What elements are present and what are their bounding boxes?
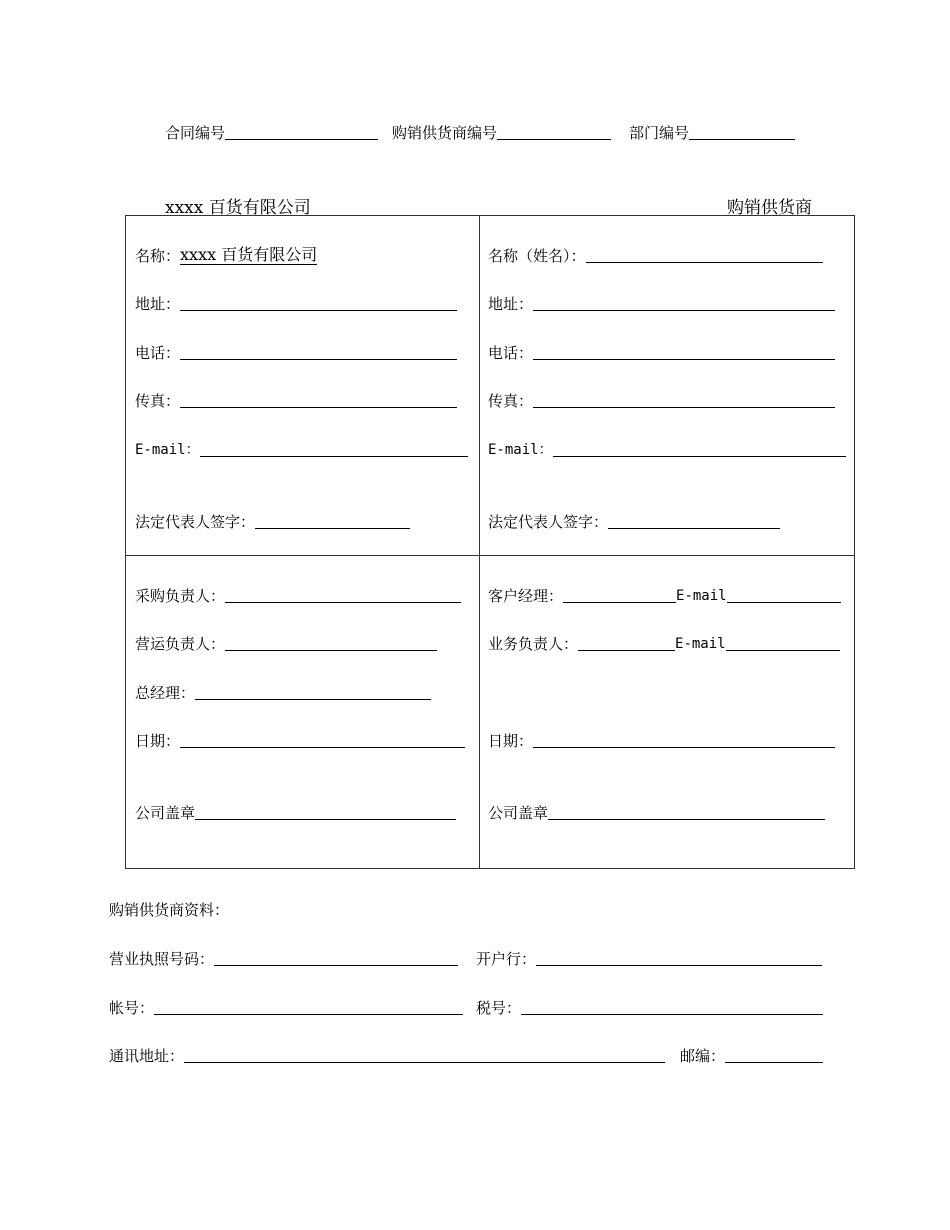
bank-line[interactable] <box>536 948 822 966</box>
mailing-address-line[interactable] <box>184 1045 665 1063</box>
right-email-label: E-mail： <box>488 442 553 458</box>
left-email-line[interactable] <box>200 439 468 457</box>
right-address-field[interactable] <box>488 291 835 313</box>
party-a-title: xxxx 百货有限公司 <box>165 198 311 218</box>
business-manager-email-line[interactable] <box>726 633 840 651</box>
supplier-number-field[interactable] <box>392 120 611 142</box>
department-number-label: 部门编号 <box>629 124 690 142</box>
right-phone-field[interactable] <box>488 340 835 362</box>
tax-number-label: 税号： <box>476 999 522 1017</box>
contract-number-field[interactable] <box>165 120 378 142</box>
supplier-number-line[interactable] <box>497 122 611 140</box>
tax-number-field[interactable] <box>476 995 823 1017</box>
left-phone-field[interactable] <box>135 340 457 362</box>
purchase-manager-field[interactable] <box>135 583 461 605</box>
right-seal-line[interactable] <box>548 802 825 820</box>
right-signature-field[interactable] <box>488 509 780 531</box>
general-manager-field[interactable] <box>135 680 431 702</box>
left-email-field[interactable] <box>135 437 468 459</box>
left-date-field[interactable] <box>135 728 465 750</box>
party-b-title: 购销供货商 <box>727 198 812 218</box>
business-manager-email-label: E-mail <box>675 636 726 652</box>
postcode-line[interactable] <box>725 1045 823 1063</box>
department-number-line[interactable] <box>689 122 795 140</box>
contract-number-label: 合同编号 <box>165 124 226 142</box>
business-license-field[interactable] <box>109 946 458 968</box>
mailing-address-field[interactable] <box>109 1043 665 1065</box>
mailing-address-label: 通讯地址： <box>109 1047 185 1065</box>
left-signature-label: 法定代表人签字： <box>135 513 256 531</box>
contract-number-line[interactable] <box>225 122 378 140</box>
left-signature-line[interactable] <box>255 511 410 529</box>
row-divider <box>126 555 854 556</box>
left-address-line[interactable] <box>180 293 457 311</box>
purchase-manager-label: 采购负责人： <box>135 587 226 605</box>
left-date-line[interactable] <box>180 730 465 748</box>
left-fax-field[interactable] <box>135 388 457 410</box>
business-manager-label: 业务负责人： <box>488 635 579 653</box>
operations-manager-line[interactable] <box>225 633 437 651</box>
right-fax-field[interactable] <box>488 388 835 410</box>
right-phone-line[interactable] <box>533 342 835 360</box>
right-address-label: 地址： <box>488 295 534 313</box>
left-phone-label: 电话： <box>135 344 181 362</box>
right-date-line[interactable] <box>533 730 835 748</box>
supplier-info-title: 购销供货商资料： <box>109 901 230 919</box>
business-manager-line[interactable] <box>578 633 675 651</box>
left-address-label: 地址： <box>135 295 181 313</box>
business-license-label: 营业执照号码： <box>109 950 215 968</box>
right-date-label: 日期： <box>488 732 534 750</box>
account-number-line[interactable] <box>154 997 463 1015</box>
right-fax-label: 传真： <box>488 392 534 410</box>
business-manager-field[interactable] <box>488 631 840 653</box>
right-signature-label: 法定代表人签字： <box>488 513 609 531</box>
operations-manager-field[interactable] <box>135 631 437 653</box>
right-fax-line[interactable] <box>533 390 835 408</box>
left-date-label: 日期： <box>135 732 181 750</box>
right-name-field[interactable] <box>488 243 823 265</box>
left-seal-line[interactable] <box>195 802 456 820</box>
account-number-label: 帐号： <box>109 999 155 1017</box>
right-phone-label: 电话： <box>488 344 534 362</box>
right-address-line[interactable] <box>533 293 835 311</box>
left-fax-label: 传真： <box>135 392 181 410</box>
account-manager-line[interactable] <box>563 585 676 603</box>
left-name-value: xxxx 百货有限公司 <box>180 245 318 264</box>
right-seal-label: 公司盖章 <box>488 804 549 822</box>
operations-manager-label: 营运负责人： <box>135 635 226 653</box>
general-manager-line[interactable] <box>195 682 431 700</box>
left-phone-line[interactable] <box>180 342 457 360</box>
postcode-label: 邮编： <box>680 1047 726 1065</box>
right-name-line[interactable] <box>586 245 823 263</box>
left-fax-line[interactable] <box>180 390 457 408</box>
account-number-field[interactable] <box>109 995 463 1017</box>
right-signature-line[interactable] <box>608 511 780 529</box>
right-seal-field[interactable] <box>488 800 825 822</box>
general-manager-label: 总经理： <box>135 684 196 702</box>
right-name-label: 名称（姓名）： <box>488 247 586 265</box>
postcode-field[interactable] <box>680 1043 823 1065</box>
account-manager-field[interactable] <box>488 583 841 605</box>
left-name-label: 名称： <box>135 247 181 265</box>
business-license-line[interactable] <box>214 948 458 966</box>
left-name-field <box>135 243 317 265</box>
left-seal-label: 公司盖章 <box>135 804 196 822</box>
right-email-line[interactable] <box>553 439 846 457</box>
purchase-manager-line[interactable] <box>225 585 461 603</box>
bank-field[interactable] <box>476 946 822 968</box>
left-signature-field[interactable] <box>135 509 410 531</box>
left-email-label: E-mail： <box>135 442 200 458</box>
bank-label: 开户行： <box>476 950 537 968</box>
account-manager-email-line[interactable] <box>727 585 841 603</box>
tax-number-line[interactable] <box>521 997 823 1015</box>
department-number-field[interactable] <box>629 120 795 142</box>
left-seal-field[interactable] <box>135 800 456 822</box>
account-manager-label: 客户经理： <box>488 587 564 605</box>
left-address-field[interactable] <box>135 291 457 313</box>
supplier-number-label: 购销供货商编号 <box>392 124 498 142</box>
column-divider <box>479 216 480 868</box>
contract-form-table <box>125 215 855 869</box>
account-manager-email-label: E-mail <box>676 588 727 604</box>
right-date-field[interactable] <box>488 728 835 750</box>
right-email-field[interactable] <box>488 437 846 459</box>
